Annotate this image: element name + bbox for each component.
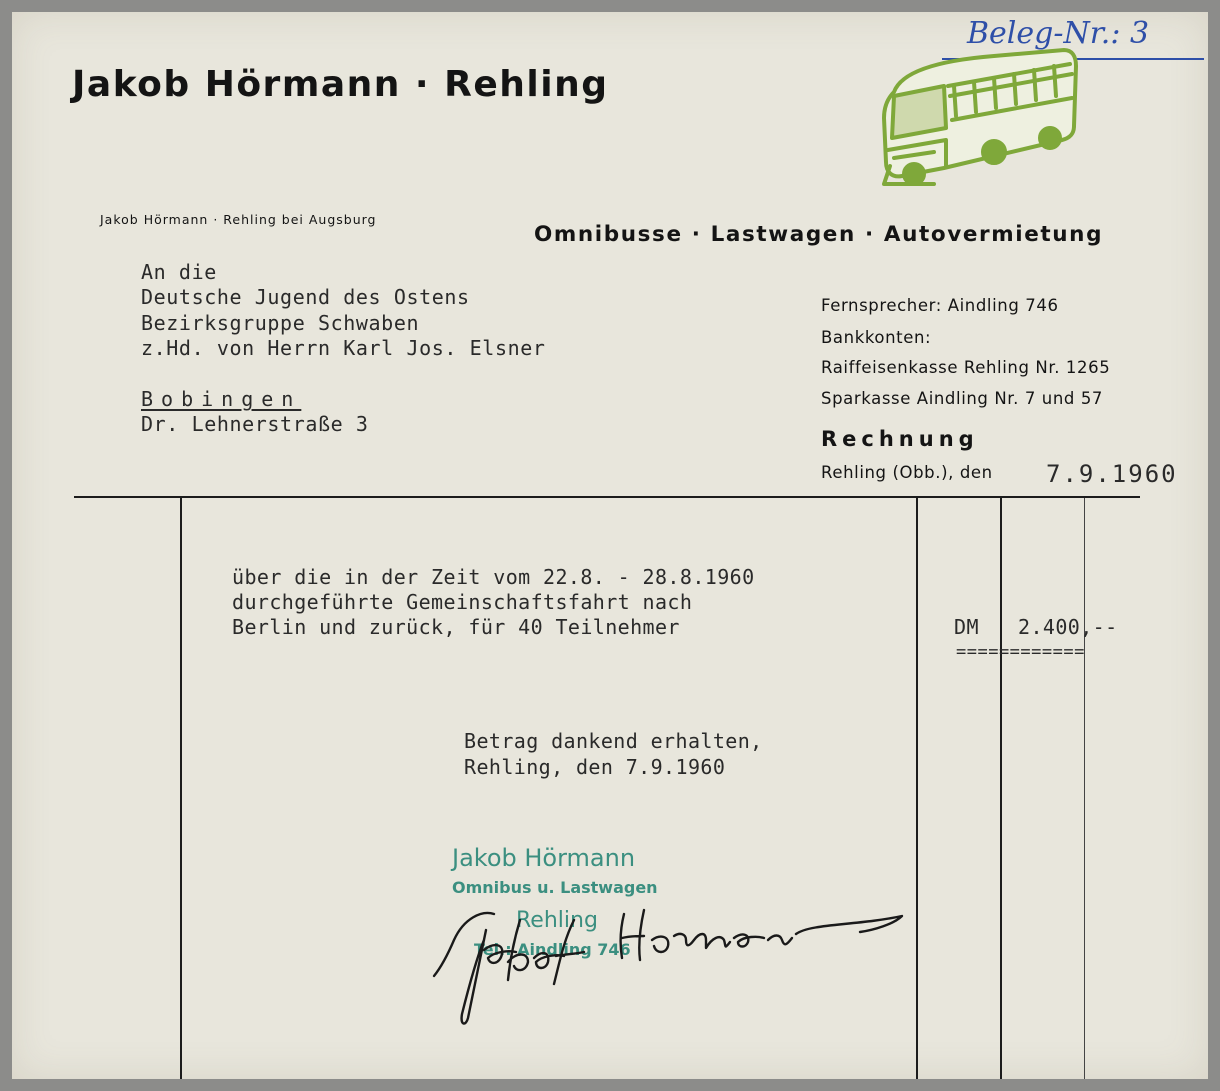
place-date-label: Rehling (Obb.), den: [821, 463, 993, 482]
company-name: Jakob Hörmann · Rehling: [72, 64, 609, 105]
bank-account-1: Raiffeisenkasse Rehling Nr. 1265: [821, 358, 1111, 377]
stamp-line: Omnibus u. Lastwagen: [452, 878, 658, 897]
invoice-page: [12, 12, 1208, 1079]
amount-double-underline: ============: [956, 642, 1085, 662]
handwritten-signature: [424, 880, 914, 1030]
sender-address-line: Jakob Hörmann · Rehling bei Augsburg: [100, 212, 377, 227]
stamp-line: Tel.: Aindling 746: [474, 940, 631, 959]
description-line: über die in der Zeit vom 22.8. - 28.8.1960: [232, 565, 755, 589]
stamp-name: Jakob Hörmann: [452, 844, 636, 872]
description-line: durchgeführte Gemeinschaftsfahrt nach: [232, 590, 693, 614]
bank-label: Bankkonten:: [821, 328, 932, 347]
column-rule: [1084, 498, 1085, 1079]
header-rule: [74, 496, 1140, 498]
column-rule: [916, 498, 918, 1079]
recipient-line: Deutsche Jugend des Ostens: [141, 285, 470, 309]
currency-label: DM: [954, 615, 979, 639]
column-rule: [180, 498, 182, 1079]
phone-number: Fernsprecher: Aindling 746: [821, 296, 1059, 315]
recipient-line: An die: [141, 260, 217, 284]
column-rule: [1000, 498, 1002, 1079]
invoice-amount: 2.400,--: [1018, 615, 1118, 639]
bus-icon: [874, 34, 1080, 188]
services-line: Omnibusse · Lastwagen · Autovermietung: [534, 222, 1104, 247]
recipient-street: Dr. Lehnerstraße 3: [141, 412, 369, 436]
invoice-date: 7.9.1960: [1046, 460, 1178, 488]
bank-account-2: Sparkasse Aindling Nr. 7 und 57: [821, 389, 1104, 408]
recipient-city: Bobingen: [141, 387, 302, 411]
stamp-line: Rehling: [516, 908, 598, 933]
recipient-line: z.Hd. von Herrn Karl Jos. Elsner: [141, 336, 546, 360]
description-line: Berlin und zurück, für 40 Teilnehmer: [232, 615, 680, 639]
received-line: Betrag dankend erhalten,: [464, 729, 763, 753]
received-line: Rehling, den 7.9.1960: [464, 755, 726, 779]
invoice-title: Rechnung: [821, 427, 979, 451]
recipient-line: Bezirksgruppe Schwaben: [141, 311, 420, 335]
beleg-number-annotation: Beleg-Nr.: 3: [967, 16, 1150, 51]
